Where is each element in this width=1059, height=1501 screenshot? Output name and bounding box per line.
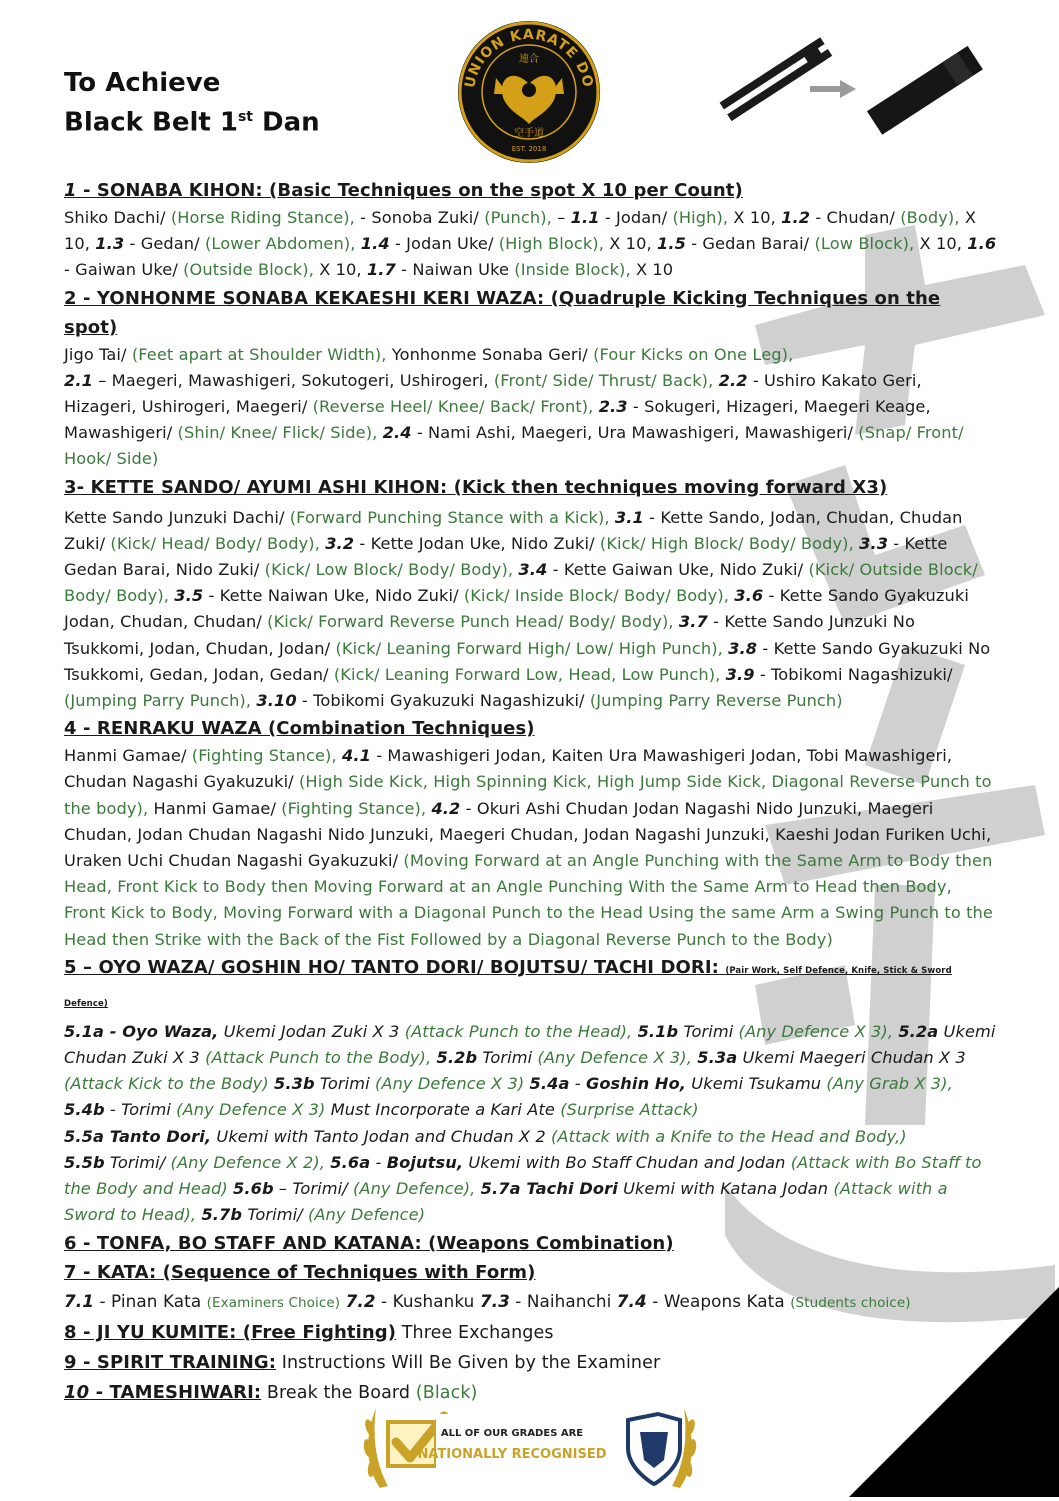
section-7-body: 7.1 - Pinan Kata (Examiners Choice) 7.2 - Kushanku 7.3 - Naihanchi 7.4 - Weapons Kata (Students choice) [64, 1290, 911, 1311]
section-1-title: - SONABA KIHON: (Basic Techniques on the spot X 10 per Count) [76, 180, 743, 201]
section-5-body: 5.1a - Oyo Waza, Ukemi Jodan Zuki X 3 (Attack Punch to the Head), 5.1b Torimi (Any Defence X 3), 5.2a Ukemi Chudan Zuki X 3 (Attack Punch to the Body), 5.2b Torimi (Any Defence X 3), 5.3a Ukemi Maegeri Chudan X 3 (Attack Kick to the Body) 5.3b Torimi (Any Defence X 3) 5.4a - Goshin Ho, Ukemi Tsukamu (Any Grab X 3), 5.4b - Torimi (Any Defence X 3) Must Incorporate a Kari Ate (Surprise Attack) 5.5a Tanto Dori, Ukemi with Tanto Jodan and Chudan X 2 (Attack with a Knife to the Head and Body,) 5.5b Torimi/ (Any Defence X 2), 5.6a - Bojutsu, Ukemi with Bo Staff Chudan and Jodan (Attack with Bo Staff to the Body and Head) 5.6b – Torimi/ (Any Defence), 5.7a Tachi Dori Ukemi with Katana Jodan (Attack with a Sword to Head), 5.7b Torimi/ (Any Defence) [64, 1021, 996, 1225]
section-5-title: 5 – OYO WAZA/ GOSHIN HO/ TANTO DORI/ BOJUTSU/ TACHI DORI: [64, 956, 719, 978]
section-7-heading: 7 - KATA: (Sequence of Techniques with Form) [64, 1261, 536, 1283]
belt-progression-illustration [698, 22, 998, 162]
section-3-heading: 3- KETTE SANDO/ AYUMI ASHI KIHON: (Kick then techniques moving forward X3) [64, 476, 888, 498]
title-line-1: To Achieve [64, 68, 221, 98]
section-5-subtitle: (Pair Work, Self Defence, Knife, Stick & Sword Defence) [64, 965, 952, 1009]
section-9-heading: 9 - SPIRIT TRAINING: [64, 1351, 277, 1373]
section-5-heading [64, 953, 998, 1019]
page-title [64, 66, 320, 140]
title-line-2 [64, 100, 320, 140]
nationally-recognised-badge [358, 1398, 702, 1494]
arrow-right-icon [810, 80, 856, 98]
section-8-text: Three Exchanges [396, 1322, 554, 1343]
grading-requirements [64, 176, 998, 1408]
section-1-heading [64, 176, 998, 205]
section-2-heading: 2 - YONHONME SONABA KEKAESHI KERI WAZA: (Quadruple Kicking Techniques on the spot) [64, 287, 941, 338]
section-10-text: Break the Board [261, 1382, 416, 1403]
section-6-heading: 6 - TONFA, BO STAFF AND KATANA: (Weapons Combination) [64, 1232, 674, 1254]
section-1-number: 1 [64, 180, 77, 201]
section-8-heading: 8 - JI YU KUMITE: (Free Fighting) [64, 1321, 397, 1343]
svg-text:ALL OF OUR GRADES ARE: ALL OF OUR GRADES ARE [440, 1428, 584, 1439]
section-4-body: Hanmi Gamae/ (Fighting Stance), 4.1 - Mawashigeri Jodan, Kaiten Ura Mawashigeri Jodan, Tobi Mawashigeri, Chudan Nagashi Gyakuzuki/ (High Side Kick, High Spinning Kick, High Jump Side Kick, Diagonal Reverse Punch to the body), Hanmi Gamae/ (Fighting Stance), 4.2 - Okuri Ashi Chudan Jodan Nagashi Nido Junzuki, Maegeri Chudan, Jodan Chudan Nagashi Nido Junzuki, Maegeri Chudan, Jodan Nagashi Junzuki, Kaeshi Jodan Furiken Uchi, Uraken Uchi Chudan Nagashi Gyakuzuki/ (Moving Forward at an Angle Punching with the Same Arm to Body then Head, Front Kick to Body then Moving Forward at an Angle Punching With the Same Arm to Head then Body, Front Kick to Body, Moving Forward with a Diagonal Punch to the Head Using the same Arm a Swing Punch to the Head then Strike with the Back of the Fist Followed by a Diagonal Reverse Punch to the Body) [64, 746, 993, 949]
union-karate-do-logo [452, 20, 606, 164]
section-8 [64, 1318, 998, 1348]
title-line-2-end: Dan [253, 107, 320, 138]
svg-text:空手道: 空手道 [514, 128, 544, 139]
section-1-body: Shiko Dachi/ (Horse Riding Stance), - Sonoba Zuki/ (Punch), – 1.1 - Jodan/ (High), X 10, 1.2 - Chudan/ (Body), X 10, 1.3 - Gedan/ (Lower Abdomen), 1.4 - Jodan Uke/ (High Block), X 10, 1.5 - Gedan Barai/ (Low Block), X 10, 1.6 - Gaiwan Uke/ (Outside Block), X 10, 1.7 - Naiwan Uke (Inside Block), X 10 [64, 208, 997, 280]
section-3-body: Kette Sando Junzuki Dachi/ (Forward Punching Stance with a Kick), 3.1 - Kette Sando, Jodan, Chudan, Chudan Zuki/ (Kick/ Head/ Body/ Body), 3.2 - Kette Jodan Uke, Nido Zuki/ (Kick/ High Block/ Body/ Body), 3.3 - Kette Gedan Barai, Nido Zuki/ (Kick/ Low Block/ Body/ Body), 3.4 - Kette Gaiwan Uke, Nido Zuki/ (Kick/ Outside Block/ Body/ Body), 3.5 - Kette Naiwan Uke, Nido Zuki/ (Kick/ Inside Block/ Body/ Body), 3.6 - Kette Sando Gyakuzuki Jodan, Chudan, Chudan/ (Kick/ Forward Reverse Punch Head/ Body/ Body), 3.7 - Kette Sando Junzuki No Tsukkomi, Jodan, Chudan, Jodan/ (Kick/ Leaning Forward High/ Low/ High Punch), 3.8 - Kette Sando Gyakuzuki No Tsukkomi, Gedan, Jodan, Gedan/ (Kick/ Leaning Forward Low, Head, Low Punch), 3.9 - Tobikomi Nagashizuki/ (Jumping Parry Punch), 3.10 - Tobikomi Gyakuzuki Nagashizuki/ (Jumping Parry Reverse Punch) [64, 507, 991, 711]
svg-text:連合: 連合 [519, 54, 539, 65]
section-4-heading: 4 - RENRAKU WAZA (Combination Techniques) [64, 718, 535, 740]
svg-text:UNION KARATE DO: UNION KARATE DO [462, 26, 596, 90]
title-line-2-main: Black Belt 1 [64, 107, 238, 138]
section-10-note: (Black) [415, 1382, 478, 1403]
svg-text:EST. 2018: EST. 2018 [511, 145, 547, 153]
section-9-text: Instructions Will Be Given by the Examiner [276, 1352, 661, 1373]
section-9 [64, 1348, 998, 1378]
crest-shield-icon [628, 1414, 680, 1484]
section-10-heading: 10 - TAMESHIWARI: [64, 1381, 262, 1403]
section-2-body: Jigo Tai/ (Feet apart at Shoulder Width), Yonhonme Sonaba Geri/ (Four Kicks on One Leg), 2.1 – Maegeri, Mawashigeri, Sokutogeri, Ushirogeri, (Front/ Side/ Thrust/ Back), 2.2 - Ushiro Kakato Geri, Hizageri, Ushirogeri, Maegeri/ (Reverse Heel/ Knee/ Back/ Front), 2.3 - Sokugeri, Hizageri, Maegeri Keage, Mawashigeri/ (Shin/ Knee/ Flick/ Side), 2.4 - Nami Ashi, Maegeri, Ura Mawashigeri, Mawashigeri/ (Snap/ Front/ Hook/ Side) [64, 344, 964, 469]
svg-text:NATIONALLY RECOGNISED: NATIONALLY RECOGNISED [417, 1447, 607, 1462]
laurel-left-icon [362, 1408, 388, 1488]
title-superscript: st [237, 109, 253, 125]
